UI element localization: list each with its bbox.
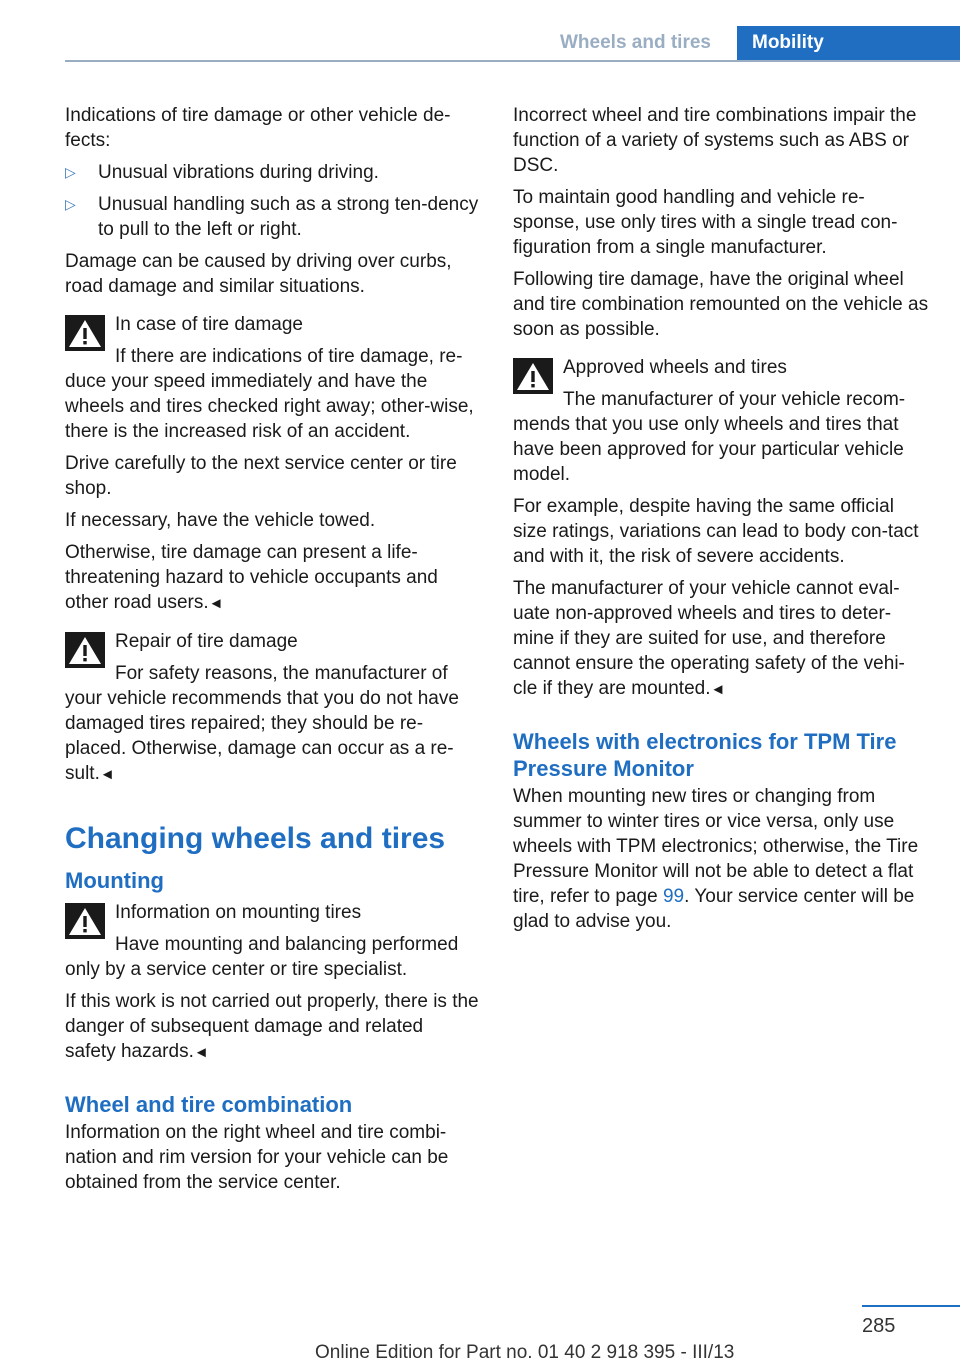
running-header-chapter: Mobility [737, 26, 960, 60]
bullet-triangle-icon: ▷ [65, 196, 76, 212]
warning-triangle-icon [65, 315, 105, 351]
warning-text: Have mounting and balancing performed only by a service center or tire specialist. [65, 934, 459, 980]
warning-title: Information on mounting tires [115, 902, 362, 923]
warning-text: Drive carefully to the next service center or tire shop. [65, 453, 457, 499]
end-marker: ◄ [193, 1044, 209, 1061]
warning-text: If there are indications of tire damage, re‐duce your speed immediately and have the wheels and tires checked right away; other‐wise, there is the increased risk of an accident. [65, 346, 474, 442]
warning-title: Approved wheels and tires [563, 357, 787, 378]
end-marker: ◄ [99, 766, 115, 783]
warning-title: Repair of tire damage [115, 631, 298, 652]
warning-triangle-icon [65, 903, 105, 939]
subheading-tpm-wheels: Wheels with electronics for TPM Tire Pressure Monitor [513, 729, 897, 781]
warning-triangle-icon [65, 632, 105, 668]
section-heading-changing-wheels: Changing wheels and tires [65, 822, 446, 855]
end-marker: ◄ [208, 595, 224, 612]
warning-text: Otherwise, tire damage can present a life-threatening hazard to vehicle occupants and other road users.◄ [65, 542, 438, 613]
combination-paragraph: Information on the right wheel and tire combi‐nation and rim version for your vehicle can be obtained from the service center. [65, 1122, 449, 1193]
warning-text: If necessary, have the vehicle towed. [65, 510, 376, 531]
warning-text: The manufacturer of your vehicle cannot eval‐uate non-approved wheels and tires to deter‐mine if they are suited for use, and therefore cannot ensure the operating safety of the vehi‐cle if they are mounted.◄ [513, 578, 905, 699]
warning-text: If this work is not carried out properly, there is the danger of subsequent damage and related safety hazards.◄ [65, 991, 479, 1062]
header-divider [65, 60, 960, 62]
page-reference-link[interactable]: 99 [662, 886, 685, 907]
bullet-triangle-icon: ▷ [65, 164, 76, 180]
paragraph: Following tire damage, have the original wheel and tire combination remounted on the vehicle as soon as possible. [513, 269, 929, 340]
subheading-wheel-tire-combination: Wheel and tire combination [65, 1092, 353, 1117]
damage-indications-list [65, 160, 479, 242]
page-number: 285 [862, 1315, 896, 1337]
paragraph: To maintain good handling and vehicle re‐sponse, use only tires with a single tread con‐figuration from a single manufacturer. [513, 187, 898, 258]
list-item: ▷ Unusual vibrations during driving. [65, 162, 379, 183]
warning-tire-repair [65, 629, 479, 787]
running-header-section: Wheels and tires [560, 32, 711, 53]
end-marker: ◄ [710, 681, 726, 698]
warning-text: For safety reasons, the manufacturer of your vehicle recommends that you do not have damaged tires repaired; they should be re‐placed. Otherwise, damage can occur as a re‐sult.◄ [65, 663, 459, 784]
damage-causes-paragraph: Damage can be caused by driving over curbs, road damage and similar situations. [65, 251, 452, 297]
warning-title: In case of tire damage [115, 314, 303, 335]
tpm-paragraph: When mounting new tires or changing from summer to winter tires or vice versa, only use wheels with TPM electronics; otherwise, the Tire Pressure Monitor will not be able to detect a flat tire, refer to page 99. Your service center will be glad to advise you. [513, 786, 919, 932]
paragraph: Incorrect wheel and tire combinations impair the function of a variety of systems such as ABS or DSC. [513, 105, 917, 176]
list-item: ▷ Unusual handling such as a strong ten‐dency to pull to the left or right. [65, 194, 479, 240]
warning-tire-damage [65, 312, 479, 616]
warning-text: For example, despite having the same official size ratings, variations can lead to body con‐tact and with it, the risk of severe accidents. [513, 496, 919, 567]
edition-footer: Online Edition for Part no. 01 40 2 918 395 - III/13 [315, 1342, 735, 1363]
warning-mounting [65, 900, 479, 1065]
warning-approved-wheels [513, 355, 929, 702]
left-column [65, 103, 479, 1202]
warning-text: The manufacturer of your vehicle recom‐mends that you use only wheels and tires that have been approved for your particular vehicle model. [513, 389, 906, 485]
right-column [513, 103, 929, 941]
intro-paragraph: Indications of tire damage or other vehicle de‐fects: [65, 105, 451, 151]
subheading-mounting: Mounting [65, 868, 164, 893]
warning-triangle-icon [513, 358, 553, 394]
footer-divider [862, 1305, 960, 1307]
